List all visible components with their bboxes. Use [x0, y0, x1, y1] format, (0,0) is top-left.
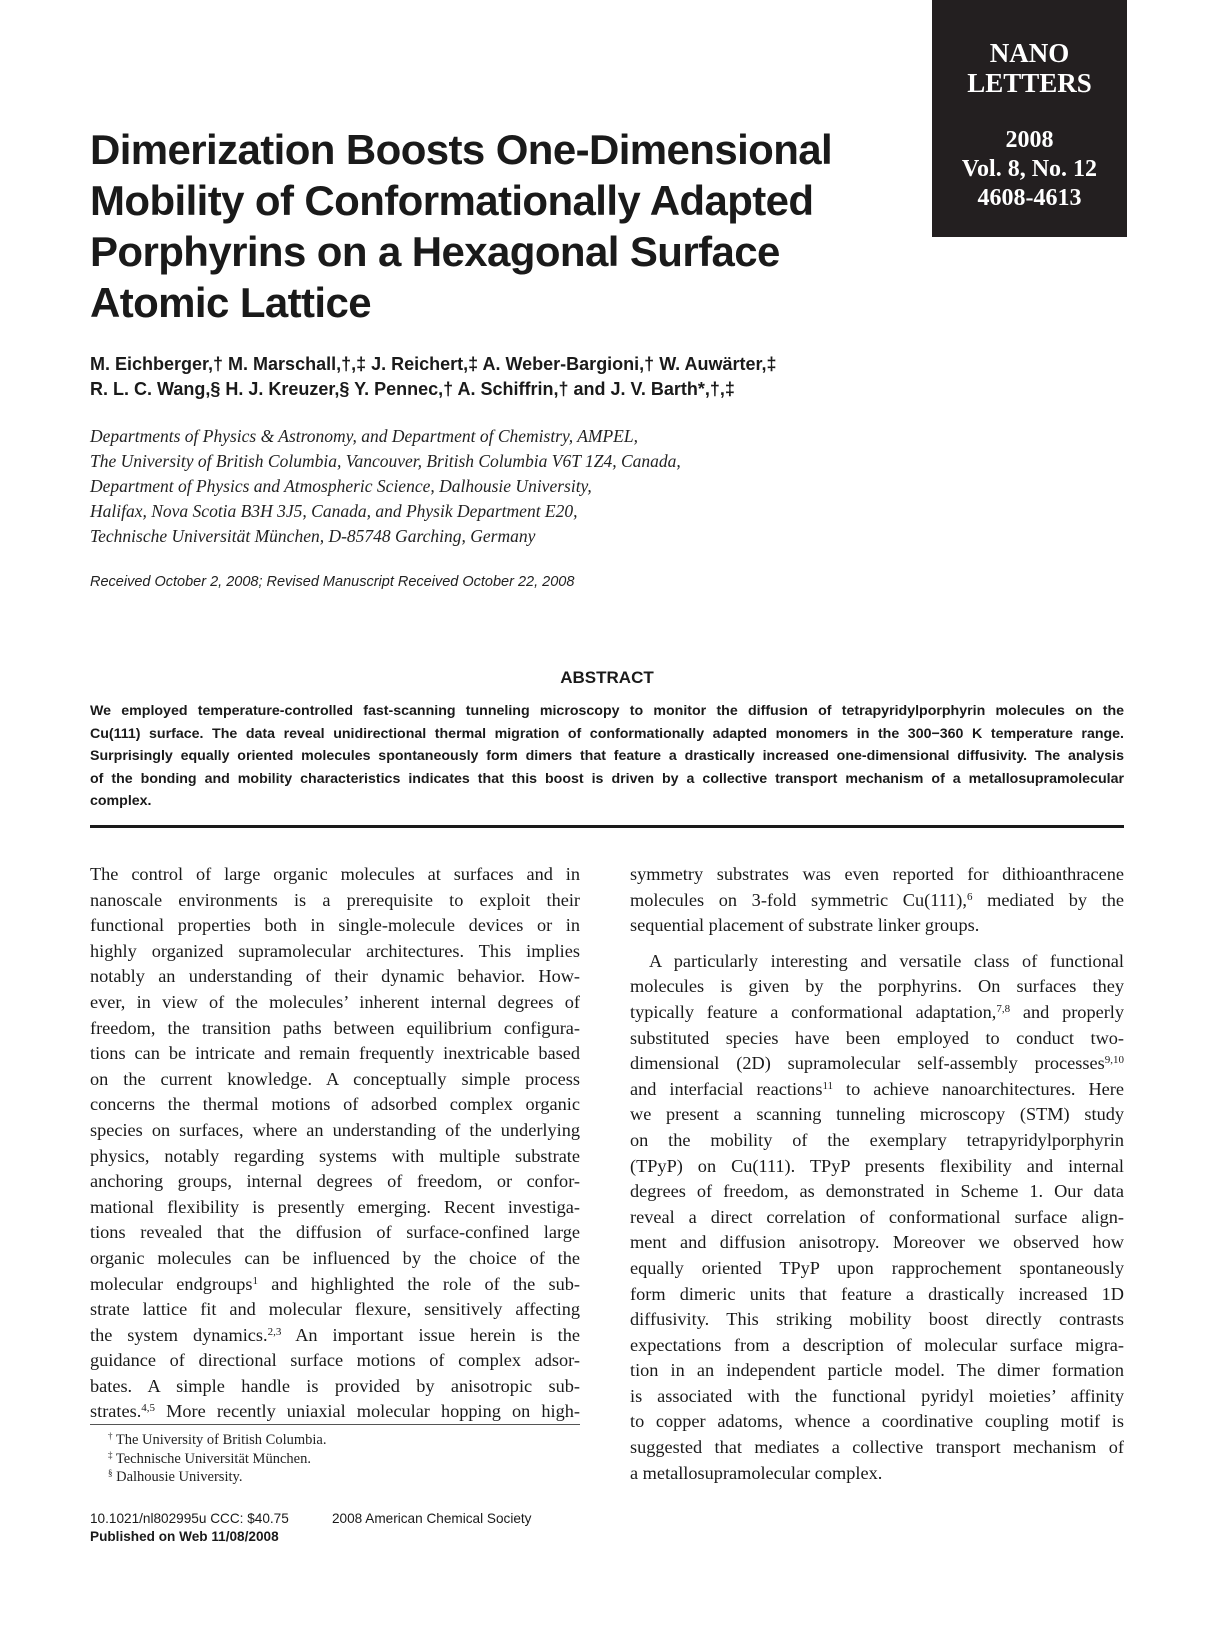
paragraph-gap	[630, 939, 1124, 949]
text-span: and highlighted the role of the sub-	[257, 1273, 581, 1294]
affiliations	[90, 424, 890, 549]
text-span: More recently uniaxial molecular hopping on high-	[155, 1401, 580, 1422]
journal-pages: 4608-4613	[977, 185, 1082, 211]
body-line	[630, 1077, 1124, 1103]
citation-ref: 9,10	[1104, 1054, 1124, 1067]
body-line: ever, in view of the molecules’ inherent internal degrees of	[90, 991, 580, 1012]
footnote	[108, 1431, 327, 1450]
body-column-left	[90, 862, 580, 1425]
footnote-mark: §	[108, 1468, 113, 1478]
abstract-line: of the bonding and mobility characteristics indicates that this boost is driven by a collective transport mechanism of a metallosupramolecular	[90, 770, 1124, 787]
body-line: freedom, the transition paths between equilibrium configura-	[90, 1017, 580, 1038]
page-footer	[90, 1510, 532, 1546]
received-dates: Received October 2, 2008; Revised Manuscript Received October 22, 2008	[90, 574, 575, 590]
article-title	[90, 124, 850, 328]
body-line: highly organized supramolecular architectures. This implies	[90, 940, 580, 961]
text-span: molecular endgroups	[90, 1273, 253, 1294]
body-line: concerns the thermal motions of adsorbed complex organic	[90, 1094, 580, 1115]
footnote-text: Technische Universität München.	[112, 1450, 311, 1467]
journal-name-line2: LETTERS	[967, 68, 1092, 98]
abstract-line: Surprisingly equally oriented molecules spontaneously form dimers that feature a drastically increased one-dimensional diffusivity. The analysis	[90, 748, 1124, 764]
abstract-line: Cu(111) surface. The data reveal unidirectional thermal migration of conformationally adapted monomers in the 300−360 K temperature range.	[90, 725, 1124, 742]
body-line: suggested that mediates a collective transport mechanism of	[630, 1437, 1124, 1458]
body-line: is associated with the functional pyridyl moieties’ affinity	[630, 1385, 1124, 1406]
abstract-divider	[90, 825, 1124, 828]
body-line: a metallosupramolecular complex.	[630, 1462, 883, 1483]
body-line: degrees of freedom, as demonstrated in Scheme 1. Our data	[630, 1181, 1124, 1202]
body-line: nanoscale environments is a prerequisite to exploit their	[90, 889, 580, 910]
footnotes	[108, 1431, 327, 1487]
body-line: species on surfaces, where an understanding of the underlying	[90, 1119, 580, 1140]
body-line: mational flexibility is presently emerging. Recent investiga-	[90, 1196, 580, 1217]
doi-line	[90, 1510, 532, 1528]
author-list	[90, 352, 890, 402]
body-line: strate lattice fit and molecular flexure, sensitively affecting	[90, 1299, 580, 1320]
citation-ref: 7,8	[996, 1002, 1011, 1015]
journal-year: 2008	[1005, 127, 1054, 153]
doi-text: 10.1021/nl802995u CCC: $40.75	[90, 1511, 289, 1526]
body-line: tion in an independent particle model. The dimer formation	[630, 1360, 1124, 1381]
body-line: reveal a direct correlation of conformational surface align-	[630, 1206, 1124, 1227]
body-line: organic molecules can be influenced by the choice of the	[90, 1247, 580, 1268]
author-line: R. L. C. Wang,§ H. J. Kreuzer,§ Y. Pennec,† A. Schiffrin,† and J. V. Barth*,†,‡	[90, 379, 735, 399]
footnote-mark: †	[108, 1431, 113, 1441]
abstract-heading: ABSTRACT	[560, 668, 654, 687]
text-span: mediated by the	[972, 889, 1125, 910]
body-line	[630, 1000, 1124, 1026]
affiliation-line: Departments of Physics & Astronomy, and Department of Chemistry, AMPEL,	[90, 426, 638, 446]
footnote-divider	[90, 1424, 580, 1425]
journal-badge	[932, 0, 1127, 237]
citation-ref: 1	[252, 1274, 258, 1287]
body-column-right	[630, 862, 1124, 1486]
body-line	[630, 1051, 1124, 1077]
body-line: expectations from a description of molecular surface migra-	[630, 1334, 1124, 1355]
body-line: on the mobility of the exemplary tetrapyridylporphyrin	[630, 1129, 1124, 1150]
text-span: the system dynamics.	[90, 1324, 268, 1345]
affiliation-line: The University of British Columbia, Vancouver, British Columbia V6T 1Z4, Canada,	[90, 451, 681, 471]
body-line: The control of large organic molecules at surfaces and in	[90, 864, 580, 884]
body-line: guidance of directional surface motions of complex adsor-	[90, 1350, 580, 1371]
text-span: An important issue herein is the	[281, 1324, 580, 1345]
abstract-line: complex.	[90, 793, 152, 809]
body-line: anchoring groups, internal degrees of freedom, or confor-	[90, 1171, 580, 1192]
footnote-text: The University of British Columbia.	[112, 1432, 327, 1448]
body-line: ment and diffusion anisotropy. Moreover we observed how	[630, 1232, 1124, 1253]
body-line: notably an understanding of their dynamic behavior. How-	[90, 966, 580, 987]
text-span: and properly	[1010, 1001, 1125, 1022]
author-line: M. Eichberger,† M. Marschall,†,‡ J. Reichert,‡ A. Weber-Bargioni,† W. Auwärter,‡	[90, 354, 777, 374]
body-line: tions revealed that the diffusion of surface-confined large	[90, 1222, 580, 1243]
footnote	[108, 1450, 327, 1469]
body-line	[90, 1272, 580, 1298]
footnote-mark: ‡	[108, 1449, 113, 1460]
citation-ref: 4,5	[141, 1402, 156, 1415]
citation-ref: 6	[966, 890, 973, 903]
abstract-text	[90, 700, 1124, 813]
body-line: (TPyP) on Cu(111). TPyP presents flexibility and internal	[630, 1155, 1124, 1176]
body-line: equally oriented TPyP upon rapprochement spontaneously	[630, 1257, 1124, 1278]
text-span: typically feature a conformational adaptation,	[630, 1001, 997, 1022]
body-line: molecules is given by the porphyrins. On surfaces they	[630, 976, 1124, 997]
title-line: Dimerization Boosts One-Dimensional	[90, 126, 833, 173]
journal-volume: Vol. 8, No. 12	[961, 156, 1098, 182]
body-line	[630, 888, 1124, 914]
title-line: Porphyrins on a Hexagonal Surface	[90, 228, 780, 275]
body-line: form dimeric units that feature a drastically increased 1D	[630, 1283, 1124, 1304]
citation-ref: 2,3	[267, 1325, 282, 1338]
body-line: to copper adatoms, whence a coordinative coupling motif is	[630, 1411, 1124, 1432]
body-line: A particularly interesting and versatile class of functional	[649, 950, 1124, 971]
body-line	[90, 1399, 580, 1425]
body-line: we present a scanning tunneling microscopy (STM) study	[630, 1104, 1124, 1125]
journal-name-line1: NANO	[989, 38, 1070, 68]
body-line: symmetry substrates was even reported for dithioanthracene	[630, 864, 1124, 884]
text-span: to achieve nanoarchitectures. Here	[833, 1078, 1124, 1099]
text-span: molecules on 3-fold symmetric Cu(111),	[630, 889, 967, 910]
body-line: bates. A simple handle is provided by anisotropic sub-	[90, 1375, 580, 1396]
text-span: and interfacial reactions	[630, 1078, 823, 1099]
body-line: substituted species have been employed to conduct two-	[630, 1027, 1124, 1048]
affiliation-line: Halifax, Nova Scotia B3H 3J5, Canada, and Physik Department E20,	[90, 501, 578, 521]
published-date: Published on Web 11/08/2008	[90, 1529, 279, 1544]
body-line: tions can be intricate and remain frequently inextricable based	[90, 1043, 580, 1064]
title-line: Atomic Lattice	[90, 279, 371, 326]
body-line: sequential placement of substrate linker groups.	[630, 915, 980, 936]
title-line: Mobility of Conformationally Adapted	[90, 177, 814, 224]
affiliation-line: Technische Universität München, D-85748 Garching, Germany	[90, 526, 536, 546]
citation-ref: 11	[822, 1079, 834, 1092]
copyright-text: 2008 American Chemical Society	[332, 1511, 532, 1526]
abstract-line: We employed temperature-controlled fast-scanning tunneling microscopy to monitor the diffusion of tetrapyridylporphyrin molecules on the	[90, 703, 1124, 719]
body-line: physics, notably regarding systems with multiple substrate	[90, 1145, 580, 1166]
footnote	[108, 1468, 327, 1487]
body-line: functional properties both in single-molecule devices or in	[90, 915, 580, 936]
body-line	[90, 1323, 580, 1349]
body-line: on the current knowledge. A conceptually simple process	[90, 1068, 580, 1089]
footnote-text: Dalhousie University.	[112, 1469, 243, 1485]
text-span: strates.	[90, 1401, 142, 1422]
text-span: dimensional (2D) supramolecular self-assembly processes	[630, 1053, 1105, 1074]
body-line: diffusivity. This striking mobility boost directly contrasts	[630, 1309, 1124, 1330]
affiliation-line: Department of Physics and Atmospheric Science, Dalhousie University,	[90, 476, 592, 496]
